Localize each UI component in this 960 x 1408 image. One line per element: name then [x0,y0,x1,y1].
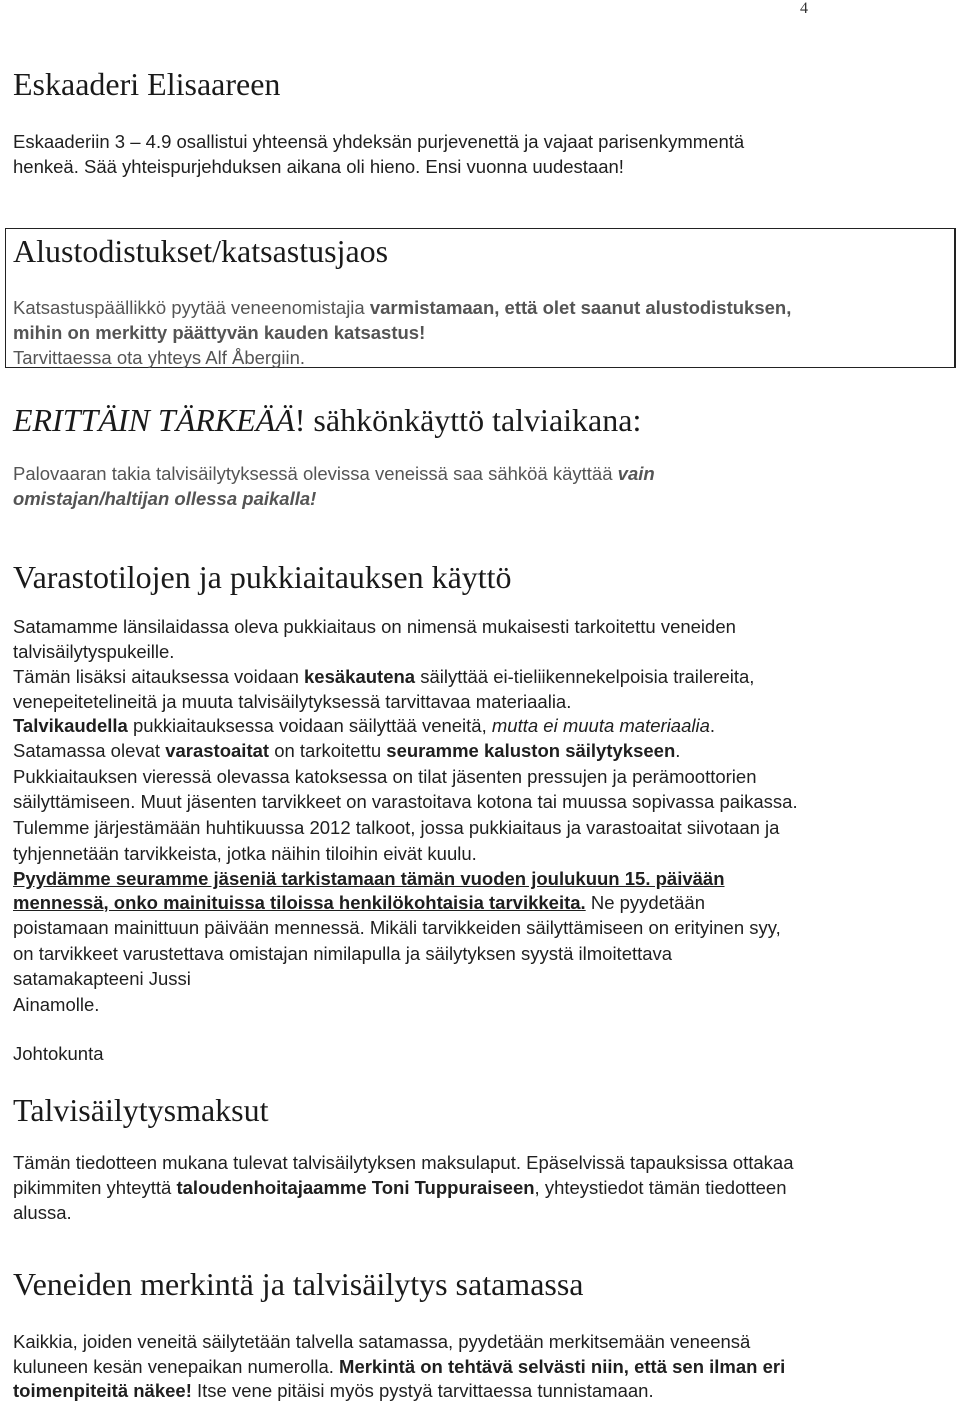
varasto-row-16: Ainamolle. [13,994,100,1015]
merkinta-row-2b: Merkintä on tehtävä selvästi niin, että sen ilman eri [339,1356,786,1377]
varasto-row-5 [13,714,948,739]
maksut-row-2c: , yhteystiedot tämän tiedotteen [534,1177,787,1198]
varasto-row-6c: on tarkoitettu [269,740,387,761]
varasto-row-5b: pukkiaitauksessa voidaan säilyttää veneitä, [127,715,492,736]
page-number: 4 [800,0,808,17]
varasto-row-6e: . [675,740,681,761]
varasto-row-11 [13,867,948,892]
varasto-row-12a: mennessä, onko mainituissa tiloissa henkilökohtaisia tarvikkeita. [13,892,586,913]
varasto-row-3c: säilyttää ei-tieliikennekelpoisia trailereita, [415,666,755,687]
section-title-merkinta: Veneiden merkintä ja talvisäilytys satamassa [13,1266,584,1302]
alusto-line-3: Tarvittaessa ota yhteys Alf Åbergiin. [13,347,306,368]
sahko-title-italic: ERITTÄIN TÄRKEÄÄ [13,402,295,438]
maksut-row-2 [13,1176,948,1201]
alusto-line-1a: Katsastuspäällikkö pyytää veneenomistajia [13,297,370,318]
sahko-line-1 [13,462,948,487]
varasto-row-3a: Tämän lisäksi aitauksessa voidaan [13,666,305,687]
merkinta-row-3a: toimenpiteitä näkee! [13,1380,192,1401]
section-title-varastotilat: Varastotilojen ja pukkiaitauksen käyttö [13,559,512,595]
alusto-line-2-bold: mihin on merkitty päättyvän kauden katsastus! [13,322,426,343]
alusto-line-1 [13,296,948,321]
eskaaderi-line-2: henkeä. Sää yhteispurjehduksen aikana oli hieno. Ensi vuonna uudestaan! [13,156,624,177]
maksut-row-3: alussa. [13,1202,72,1223]
section-title-eskaaderi: Eskaaderi Elisaareen [13,66,281,102]
section-title-sahko [13,402,641,438]
varasto-row-3b: kesäkautena [304,666,416,687]
varasto-row-6d: seuramme kaluston säilytykseen [386,740,676,761]
varasto-row-14: on tarvikkeet varustettava omistajan nimilapulla ja säilytyksen syystä ilmoitettava [13,943,673,964]
varasto-row-5a: Talvikaudella [13,715,128,736]
signature-johtokunta: Johtokunta [13,1043,104,1064]
merkinta-row-1: Kaikkia, joiden veneitä säilytetään talvella satamassa, pyydetään merkitsemään veneensä [13,1331,751,1352]
varasto-row-12 [13,891,948,916]
varasto-row-13: poistamaan mainittuun päivään mennessä. Mikäli tarvikkeiden säilyttämiseen on erityinen syy, [13,917,781,938]
varasto-row-2: talvisäilytyspukeille. [13,641,175,662]
maksut-row-2b: taloudenhoitajaamme Toni Tuppuraiseen [176,1177,535,1198]
varasto-row-6b: varastoaitat [165,740,270,761]
alusto-line-1b: varmistamaan, että olet saanut alustodistuksen, [369,297,792,318]
sahko-title-rest: ! sähkönkäyttö talviaikana: [294,402,642,438]
sahko-line-1a: Palovaaran takia talvisäilytyksessä olevissa veneissä saa sähköä käyttää [13,463,618,484]
varasto-row-7: Pukkiaitauksen vieressä olevassa katoksessa on tilat jäsenten pressujen ja perämoottorien [13,766,757,787]
varasto-row-11-emph: Pyydämme seuramme jäseniä tarkistamaan tämän vuoden joulukuun 15. päivään [13,868,725,889]
varasto-row-6a: Satamassa olevat [13,740,166,761]
varasto-row-4: venepeitetelineitä ja muuta talvisäilytyksessä tarvittavaa materiaalia. [13,691,572,712]
varasto-row-3 [13,665,948,690]
maksut-row-2a: pikimmiten yhteyttä [13,1177,177,1198]
varasto-row-9: Tulemme järjestämään huhtikuussa 2012 talkoot, jossa pukkiaitaus ja varastoaitat siivotaan ja [13,817,780,838]
section-title-talvisailytysmaksut: Talvisäilytysmaksut [13,1092,269,1128]
varasto-row-1: Satamamme länsilaidassa oleva pukkiaitaus on nimensä mukaisesti tarkoitettu veneiden [13,616,736,637]
sahko-line-2-emph: omistajan/haltijan ollessa paikalla! [13,488,317,509]
varasto-row-15: satamakapteeni Jussi [13,968,191,989]
varasto-row-8: säilyttämiseen. Muut jäsenten tarvikkeet on varastoitava kotona tai muussa sopivassa paikassa. [13,791,798,812]
merkinta-row-3 [13,1379,948,1404]
merkinta-row-2a: kuluneen kesän venepaikan numerolla. [13,1356,340,1377]
varasto-row-5d: . [709,715,716,736]
merkinta-row-2 [13,1355,948,1380]
section-title-alustodistukset: Alustodistukset/katsastusjaos [13,233,389,269]
eskaaderi-line-1: Eskaaderiin 3 – 4.9 osallistui yhteensä yhdeksän purjevenettä ja vajaat parisenkymmentä [13,131,745,152]
varasto-row-12b: Ne pyydetään [585,892,705,913]
maksut-row-1: Tämän tiedotteen mukana tulevat talvisäilytyksen maksulaput. Epäselvissä tapauksissa ottakaa [13,1152,794,1173]
alusto-line-2 [13,321,948,346]
varasto-row-5c: mutta ei muuta materiaalia [491,715,710,736]
sahko-line-2 [13,487,948,512]
varasto-row-6 [13,739,948,764]
merkinta-row-3b: Itse vene pitäisi myös pystyä tarvittaessa tunnistamaan. [191,1380,654,1401]
sahko-line-1b: vain [617,463,655,484]
varasto-row-10: tyhjennetään tarvikkeista, jotka näihin tiloihin eivät kuulu. [13,843,477,864]
